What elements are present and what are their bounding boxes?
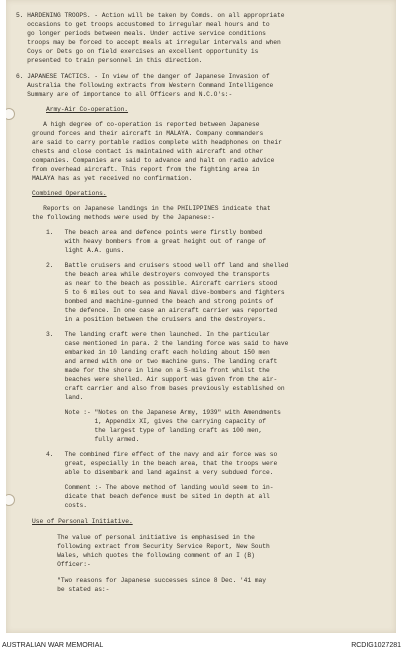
section-heading: 6. JAPANESE TACTICS. - In view of the danger of Japanese Invasion of <box>16 73 270 80</box>
text-line: The value of personal initiative is emphasised in the <box>46 534 255 541</box>
text-line: 5 to 6 miles out to sea and Naval dive-bombers and fighters <box>46 289 285 296</box>
text-line: "Two reasons for Japanese successes since 8 Dec. '41 may <box>46 577 266 584</box>
text-line: light A.A. guns. <box>46 247 125 254</box>
note-line: fully armed. <box>46 436 140 443</box>
text-line: 4. The combined fire effect of the navy and air force was so <box>46 451 278 458</box>
text-line: the following methods were used by the Japanese:- <box>32 214 215 221</box>
text-line: companies. Companies are said to advance and halt on radio advice <box>32 157 275 164</box>
text-line: Coys or Dets go on field exercises an excellent opportunity is <box>16 48 259 55</box>
text-line: 5. HARDENING TROOPS. - Action will be taken by Comds. on all appropriate <box>16 12 285 19</box>
comment-line: dicate that beach defence must be sited in depth at all <box>46 493 270 500</box>
text-line: A high degree of co-operation is reported between Japanese <box>32 121 260 128</box>
note-line: 1, Appendix XI, gives the carrying capacity of <box>46 418 266 425</box>
comment-line: costs. <box>46 502 88 509</box>
text-line: beaches were shelled. Air support was given from the air- <box>46 376 278 383</box>
text-line: be stated as:- <box>46 586 110 593</box>
text-line: 2. Battle cruisers and cruisers stood well off land and shelled <box>46 262 289 269</box>
text-line: occasions to get troops accustomed to irregular meal hours and to <box>16 21 270 28</box>
text-line: able to disembark and land against a very subdued force. <box>46 469 274 476</box>
text-line: and armed with one or two machine guns. The landing craft <box>46 358 278 365</box>
archive-id: RCDIG1027281 <box>351 642 401 649</box>
text-line: Australia the following extracts from Western Command Intelligence <box>16 82 274 89</box>
text-line: Wales, which quotes the following comment of an I (B) <box>46 552 255 559</box>
comment-line: Comment :- The above method of landing would seem to in- <box>46 484 274 491</box>
text-line: Officer:- <box>46 561 91 568</box>
text-line: great, especially in the beach area, that the troops were <box>46 460 278 467</box>
archive-name: AUSTRALIAN WAR MEMORIAL <box>2 642 104 649</box>
text-line: the defence. In one case an aircraft carrier was reported <box>46 307 278 314</box>
text-line: craft carrier and also from bases previously established on <box>46 385 285 392</box>
text-line: case mentioned in para. 2 the landing force was said to have <box>46 340 289 347</box>
text-line: Summary are of importance to all Officers and N.C.O's:- <box>16 91 233 98</box>
text-line: troops may be forced to accept meals at irregular intervals and when <box>16 39 281 46</box>
note-line: Note :- "Notes on the Japanese Army, 1939" with Amendments <box>46 409 281 416</box>
text-line: in a position between the cruisers and the destroyers. <box>46 316 266 323</box>
text-line: MALAYA has as yet received no confirmation. <box>32 175 193 182</box>
text-line: chests and close contact is maintained with aircraft and other <box>32 148 264 155</box>
typed-text-block <box>6 0 289 593</box>
text-line: ground forces and their aircraft in MALAYA. Company commanders <box>32 130 264 137</box>
text-line: Reports on Japanese landings in the PHILIPPINES indicate that <box>32 205 271 212</box>
text-line: presented to train personnel in this direction. <box>16 57 203 64</box>
text-line: go longer periods between meals. Under active service conditions <box>16 30 266 37</box>
text-line: with heavy bombers from a great height out of range of <box>46 238 266 245</box>
text-line: bombed and machine-gunned the beach and strong points of <box>46 298 274 305</box>
text-line: as near to the beach as possible. Aircraft carriers stood <box>46 280 278 287</box>
text-line: 1. The beach area and defence points were firstly bombed <box>46 229 263 236</box>
subheading: Army-Air Co-operation. <box>46 106 129 113</box>
text-line: made for the shore in line on a 5-mile front whilst the <box>46 367 270 374</box>
text-line: following extract from Security Service Report, New South <box>46 543 270 550</box>
text-line: from overhead aircraft. This report from the fighting area in <box>32 166 260 173</box>
text-line: 3. The landing craft were then launched. In the particular <box>46 331 270 338</box>
document-page <box>6 0 396 633</box>
subheading: Combined Operations. <box>32 190 107 197</box>
text-line: the beach area while destroyers convoyed the transports <box>46 271 270 278</box>
note-line: the largest type of landing craft as 100 men, <box>46 427 263 434</box>
text-line: land. <box>46 394 84 401</box>
text-line: are said to carry portable radios complete with headphones on their <box>32 139 282 146</box>
text-line: embarked in 10 landing craft each holding about 150 men <box>46 349 270 356</box>
subheading: Use of Personal Initiative. <box>32 518 133 525</box>
